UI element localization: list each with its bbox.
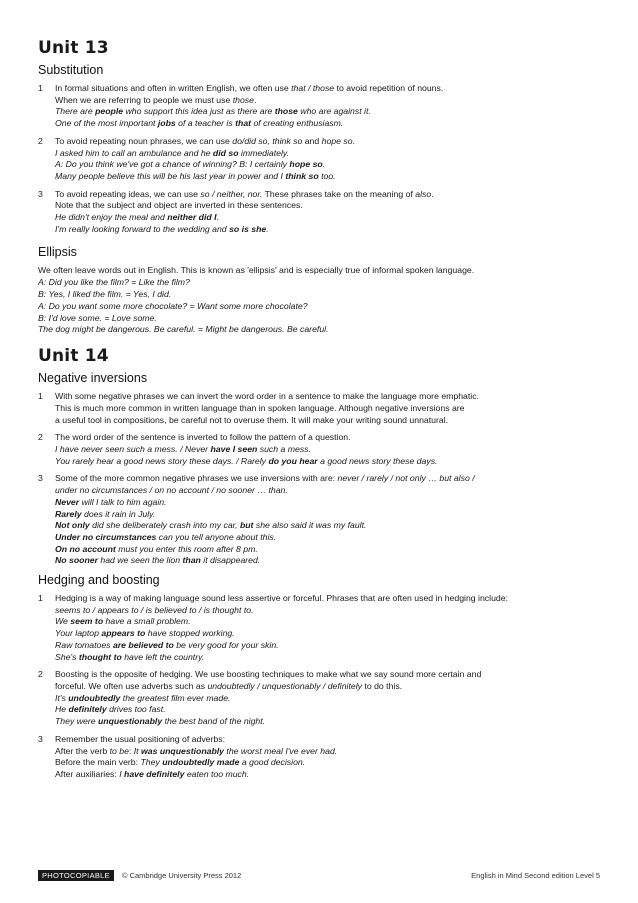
text-run: of creating enthusiasm. (251, 118, 344, 129)
text-line (55, 681, 600, 693)
text-line (55, 391, 600, 403)
numbered-item (38, 189, 600, 236)
item-number: 1 (38, 391, 43, 402)
text-line (55, 509, 600, 521)
text-run: She's (55, 651, 79, 662)
text-run: and (302, 135, 322, 146)
negative-inversions-heading: Negative inversions (38, 371, 148, 386)
text-run: have a small problem. (103, 616, 191, 627)
text-line (55, 136, 600, 148)
text-run: I (119, 768, 125, 779)
emphasis-text: Under no circumstances (55, 531, 157, 542)
item-number: 1 (38, 83, 43, 93)
text-run: the best band of the night. (162, 716, 266, 727)
text-line (55, 757, 600, 769)
text-run: B: I'd love some. = Love some. (38, 312, 157, 323)
text-line (55, 716, 600, 728)
text-run: To avoid repeating ideas, we can use (55, 188, 201, 199)
text-run: forceful. We often use adverbs such as (55, 680, 208, 691)
text-run: He didn't enjoy the meal and (55, 212, 168, 223)
text-run: Your laptop (55, 628, 102, 639)
text-line (55, 171, 600, 183)
text-run: have stopped working. (145, 628, 235, 639)
text-run: that / those (291, 83, 335, 93)
text-run: B: Yes, I liked the film. = Yes, I did. (38, 289, 172, 300)
text-run: I asked him to call an ambulance and he (55, 147, 213, 158)
text-run: With some negative phrases we can invert the word order in a sentence to make the language more emphatic. (55, 391, 479, 402)
emphasis-text: think so (285, 170, 319, 181)
text-run: We (55, 616, 71, 627)
text-run: Raw tomatoes (55, 639, 113, 650)
text-run: A: Do you want some more chocolate? = Want some more chocolate? (38, 300, 308, 311)
text-run: Before the main verb: (55, 757, 141, 768)
text-line (55, 212, 600, 224)
item-body (55, 83, 600, 130)
emphasis-text: but (239, 520, 254, 531)
text-line (55, 456, 600, 468)
text-run: do/did so, think so (232, 135, 303, 146)
text-run: . (253, 94, 257, 105)
emphasis-text: seem to (70, 616, 104, 627)
book-title: English in Mind Second edition Level 5 (471, 870, 600, 880)
text-run: The word order of the sentence is inverted to follow the pattern of a question. (55, 432, 351, 443)
copyright-text: © Cambridge University Press 2012 (121, 870, 242, 880)
text-run: Many people believe this will be his last year in power and I (55, 170, 286, 181)
text-run: In formal situations and often in written English, we often use (55, 83, 292, 93)
text-run: There are (55, 106, 96, 117)
emphasis-text: appears to (101, 628, 146, 639)
text-line (38, 265, 600, 277)
text-line (55, 83, 600, 95)
emphasis-text: that (235, 118, 252, 129)
text-run: A: Do you think we've got a chance of winning? B: I certainly (55, 159, 290, 170)
text-run: eaten too much. (184, 768, 250, 779)
numbered-item (38, 734, 600, 781)
text-run: to do this. (362, 680, 403, 691)
text-line (55, 640, 600, 652)
substitution-list (38, 83, 600, 235)
item-number: 2 (38, 669, 43, 680)
item-number: 3 (38, 188, 43, 199)
text-run: under no circumstances / on no account / no sooner … than. (55, 485, 288, 496)
text-line (38, 289, 600, 301)
item-number: 2 (38, 432, 43, 443)
text-run: They were (55, 716, 98, 727)
text-run: These phrases take on the meaning of (262, 188, 416, 199)
emphasis-text: did so (212, 147, 239, 158)
text-run: to avoid repetition of nouns. (334, 83, 444, 93)
emphasis-text: Never (55, 496, 80, 507)
text-line (55, 444, 600, 456)
text-line (55, 544, 600, 556)
numbered-item (38, 593, 600, 663)
emphasis-text: have I seen (210, 444, 258, 455)
text-run: a good decision. (239, 757, 306, 768)
emphasis-text: unquestionably (97, 716, 163, 727)
unit-14-title: Unit 14 (38, 346, 109, 367)
text-run: so / neither, nor. (200, 188, 263, 199)
numbered-item (38, 136, 600, 183)
text-run: A: Did you like the film? = Like the film? (38, 277, 190, 288)
text-run: . (216, 212, 219, 223)
emphasis-text: than (182, 555, 201, 566)
text-line (38, 277, 600, 289)
text-run: hope so (321, 135, 353, 146)
emphasis-text: neither did I (167, 212, 217, 223)
text-run: Boosting is the opposite of hedging. We use boosting techniques to make what we say sound more certain and (55, 669, 482, 680)
text-line (55, 95, 600, 107)
text-run: a useful tool in compositions, be careful not to overuse them. It will make your writing sound unnatural. (55, 414, 449, 425)
item-number: 2 (38, 135, 43, 146)
item-body (55, 136, 600, 183)
text-run: Note that the subject and object are inverted in these sentences. (55, 200, 303, 211)
text-line (38, 301, 600, 313)
text-run: . (431, 188, 434, 199)
text-run: . (322, 159, 326, 170)
text-run: does it rain in July. (81, 508, 156, 519)
emphasis-text: was unquestionably (140, 745, 225, 756)
numbered-item (38, 391, 600, 426)
text-line (55, 532, 600, 544)
text-line (55, 118, 600, 130)
emphasis-text: thought to (78, 651, 122, 662)
text-run: had we seen the lion (97, 555, 183, 566)
item-body (55, 432, 600, 467)
text-run: those (232, 94, 254, 105)
text-run: : (128, 745, 134, 756)
text-run: did she deliberately crash into my car, (89, 520, 240, 531)
text-run: be very good for your skin. (173, 639, 279, 650)
text-run: This is much more common in written language than in spoken language. Although negative inversions are (55, 402, 465, 413)
item-number: 3 (38, 473, 43, 484)
ellipsis-body (38, 265, 600, 336)
text-run: drives too fast. (106, 704, 166, 715)
text-line (55, 693, 600, 705)
text-line (55, 148, 600, 160)
text-line (55, 605, 600, 617)
emphasis-text: On no account (55, 543, 116, 554)
emphasis-text: jobs (157, 118, 176, 129)
numbered-item (38, 669, 600, 728)
text-line (55, 616, 600, 628)
numbered-item (38, 432, 600, 467)
text-line (38, 324, 600, 336)
ellipsis-heading: Ellipsis (38, 245, 77, 260)
text-line (55, 628, 600, 640)
text-line (55, 555, 600, 567)
text-line (55, 746, 600, 758)
text-run: Remember the usual positioning of adverbs: (55, 733, 225, 744)
text-line (55, 520, 600, 532)
text-run: must you enter this room after 8 pm. (115, 543, 258, 554)
text-line (55, 415, 600, 427)
text-line (55, 403, 600, 415)
item-number: 1 (38, 593, 43, 604)
text-line (55, 769, 600, 781)
text-run: too. (318, 170, 336, 181)
emphasis-text: do you hear (268, 455, 318, 466)
emphasis-text: hope so (289, 159, 323, 170)
text-run: . (266, 223, 269, 234)
text-run: have left the country. (121, 651, 205, 662)
text-run: who are against it. (297, 106, 371, 117)
text-run: the worst meal I've ever had. (224, 745, 338, 756)
text-run: After auxiliaries: (55, 768, 120, 779)
item-body (55, 189, 600, 236)
emphasis-text: undoubtedly made (162, 757, 240, 768)
text-run: immediately. (238, 147, 290, 158)
text-run: the greatest film ever made. (120, 692, 231, 703)
emphasis-text: definitely (68, 704, 107, 715)
text-run: to be (109, 745, 129, 756)
emphasis-text: those (274, 106, 298, 117)
text-run: One of the most important (55, 118, 158, 129)
text-line (55, 159, 600, 171)
photocopiable-tag: PHOTOCOPIABLE (38, 870, 114, 881)
text-run: of a teacher is (175, 118, 236, 129)
text-run: Hedging is a way of making language sound less assertive or forceful. Phrases that are often used in hedging include: (55, 593, 508, 604)
emphasis-text: have definitely (124, 768, 185, 779)
text-line (55, 669, 600, 681)
emphasis-text: are believed to (112, 639, 174, 650)
text-line (55, 432, 600, 444)
text-line (55, 106, 600, 118)
item-number: 3 (38, 733, 43, 744)
text-line (55, 224, 600, 236)
hedging-heading: Hedging and boosting (38, 573, 160, 588)
emphasis-text: so is she (229, 223, 267, 234)
negative-inversions-list (38, 391, 600, 567)
text-run: I have never seen such a mess. / Never (55, 444, 211, 455)
text-run: such a mess. (257, 444, 311, 455)
text-run: can you tell anyone about this. (156, 531, 277, 542)
unit-13-title: Unit 13 (38, 38, 109, 58)
page-content (38, 38, 600, 787)
text-line (55, 485, 600, 497)
item-body (55, 391, 600, 426)
text-run: I'm really looking forward to the wedding and (55, 223, 230, 234)
hedging-list (38, 593, 600, 781)
emphasis-text: No sooner (55, 555, 98, 566)
text-line (55, 593, 600, 605)
text-run: They (140, 757, 163, 768)
text-run: will I talk to him again. (79, 496, 167, 507)
text-line (55, 734, 600, 746)
text-run: undoubtedly / unquestionably / definitely (207, 680, 362, 691)
item-body (55, 473, 600, 567)
text-run: After the verb (55, 745, 110, 756)
text-run: The dog might be dangerous. Be careful. = Might be dangerous. Be careful. (38, 324, 329, 335)
text-run: It (133, 745, 141, 756)
text-run: It's (55, 692, 69, 703)
emphasis-text: people (95, 106, 124, 117)
text-run: never / rarely / not only … but also / (337, 473, 475, 484)
text-run: seems to / appears to / is believed to / is thought to. (55, 604, 254, 615)
text-run: We often leave words out in English. This is known as 'ellipsis' and is especially true of informal spoken language. (38, 265, 475, 276)
text-line (55, 189, 600, 201)
substitution-heading: Substitution (38, 63, 104, 77)
numbered-item (38, 83, 600, 130)
numbered-item (38, 473, 600, 567)
emphasis-text: Rarely (55, 508, 82, 519)
text-run: He (55, 704, 69, 715)
text-run: also (415, 188, 432, 199)
item-body (55, 669, 600, 728)
text-line (55, 473, 600, 485)
item-body (55, 593, 600, 663)
text-line (55, 497, 600, 509)
emphasis-text: undoubtedly (68, 692, 121, 703)
emphasis-text: Not only (55, 520, 90, 531)
text-run: To avoid repeating noun phrases, we can use (55, 135, 233, 146)
footer (38, 869, 600, 881)
text-line (55, 652, 600, 664)
text-run: she also said it was my fault. (253, 520, 367, 531)
text-line (55, 200, 600, 212)
text-run: Some of the more common negative phrases we use inversions with are: (55, 473, 338, 484)
text-line (38, 313, 600, 325)
text-run: . (352, 135, 355, 146)
text-run: When we are referring to people we must use (55, 94, 233, 105)
item-body (55, 734, 600, 781)
text-run: a good news story these days. (317, 455, 438, 466)
text-run: You rarely hear a good news story these days. / Rarely (55, 455, 269, 466)
text-run: it disappeared. (200, 555, 261, 566)
text-line (55, 704, 600, 716)
text-run: who support this idea just as there are (123, 106, 275, 117)
